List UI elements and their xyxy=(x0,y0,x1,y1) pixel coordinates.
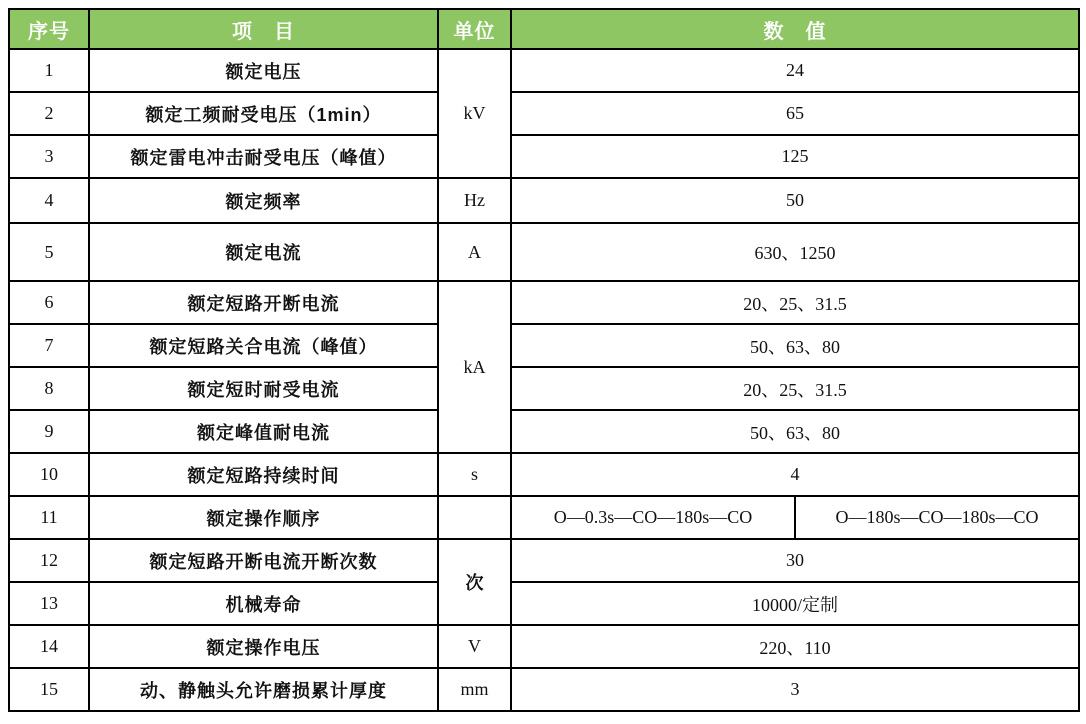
item-name: 额定短路开断电流 xyxy=(89,281,438,324)
item-name: 额定雷电冲击耐受电压（峰值） xyxy=(89,135,438,178)
item-name: 额定短路关合电流（峰值） xyxy=(89,324,438,367)
spec-table xyxy=(8,8,1080,712)
unit-cell-a: A xyxy=(438,223,511,281)
value-cell: 30 xyxy=(511,539,1079,582)
table-row xyxy=(9,281,1079,324)
item-name: 额定短路开断电流开断次数 xyxy=(89,539,438,582)
item-name: 额定电压 xyxy=(89,49,438,92)
item-name: 机械寿命 xyxy=(89,582,438,625)
row-index: 14 xyxy=(9,625,89,668)
row-index: 10 xyxy=(9,453,89,496)
item-name: 动、静触头允许磨损累计厚度 xyxy=(89,668,438,711)
value-cell-left: O—0.3s—CO—180s—CO xyxy=(511,496,795,539)
row-index: 8 xyxy=(9,367,89,410)
table-row xyxy=(9,582,1079,625)
header-unit: 单位 xyxy=(438,9,511,49)
row-index: 4 xyxy=(9,178,89,223)
value-cell: 20、25、31.5 xyxy=(511,281,1079,324)
value-cell: 3 xyxy=(511,668,1079,711)
unit-cell-ci: 次 xyxy=(438,539,511,625)
table-row xyxy=(9,367,1079,410)
item-name: 额定峰值耐电流 xyxy=(89,410,438,453)
table-row xyxy=(9,135,1079,178)
unit-cell-kv: kV xyxy=(438,49,511,178)
unit-cell-empty xyxy=(438,496,511,539)
value-cell: 65 xyxy=(511,92,1079,135)
item-name: 额定短路持续时间 xyxy=(89,453,438,496)
item-name: 额定频率 xyxy=(89,178,438,223)
row-index: 6 xyxy=(9,281,89,324)
row-index: 15 xyxy=(9,668,89,711)
value-cell: 125 xyxy=(511,135,1079,178)
row-index: 2 xyxy=(9,92,89,135)
row-index: 5 xyxy=(9,223,89,281)
header-item: 项 目 xyxy=(89,9,438,49)
unit-cell-mm: mm xyxy=(438,668,511,711)
item-name: 额定电流 xyxy=(89,223,438,281)
table-row xyxy=(9,324,1079,367)
value-cell: 50、63、80 xyxy=(511,410,1079,453)
unit-cell-v: V xyxy=(438,625,511,668)
table-row xyxy=(9,92,1079,135)
row-index: 3 xyxy=(9,135,89,178)
row-index: 11 xyxy=(9,496,89,539)
value-cell: 20、25、31.5 xyxy=(511,367,1079,410)
row-index: 9 xyxy=(9,410,89,453)
unit-cell-ka: kA xyxy=(438,281,511,453)
table-row xyxy=(9,539,1079,582)
table-row xyxy=(9,496,1079,539)
unit-cell-hz: Hz xyxy=(438,178,511,223)
table-row xyxy=(9,668,1079,711)
table-row xyxy=(9,453,1079,496)
table-row xyxy=(9,223,1079,281)
value-cell: 50、63、80 xyxy=(511,324,1079,367)
table-row xyxy=(9,625,1079,668)
value-cell: 630、1250 xyxy=(511,223,1079,281)
item-name: 额定操作电压 xyxy=(89,625,438,668)
item-name: 额定操作顺序 xyxy=(89,496,438,539)
value-cell-right: O—180s—CO—180s—CO xyxy=(795,496,1079,539)
header-index: 序号 xyxy=(9,9,89,49)
table-row xyxy=(9,178,1079,223)
row-index: 1 xyxy=(9,49,89,92)
value-cell: 50 xyxy=(511,178,1079,223)
header-value: 数 值 xyxy=(511,9,1079,49)
unit-cell-s: s xyxy=(438,453,511,496)
item-name: 额定短时耐受电流 xyxy=(89,367,438,410)
value-cell: 220、110 xyxy=(511,625,1079,668)
value-cell: 24 xyxy=(511,49,1079,92)
row-index: 12 xyxy=(9,539,89,582)
value-cell: 10000/定制 xyxy=(511,582,1079,625)
table-row xyxy=(9,49,1079,92)
value-cell: 4 xyxy=(511,453,1079,496)
header-row xyxy=(9,9,1079,49)
table-row xyxy=(9,410,1079,453)
item-name: 额定工频耐受电压（1min） xyxy=(89,92,438,135)
row-index: 13 xyxy=(9,582,89,625)
row-index: 7 xyxy=(9,324,89,367)
